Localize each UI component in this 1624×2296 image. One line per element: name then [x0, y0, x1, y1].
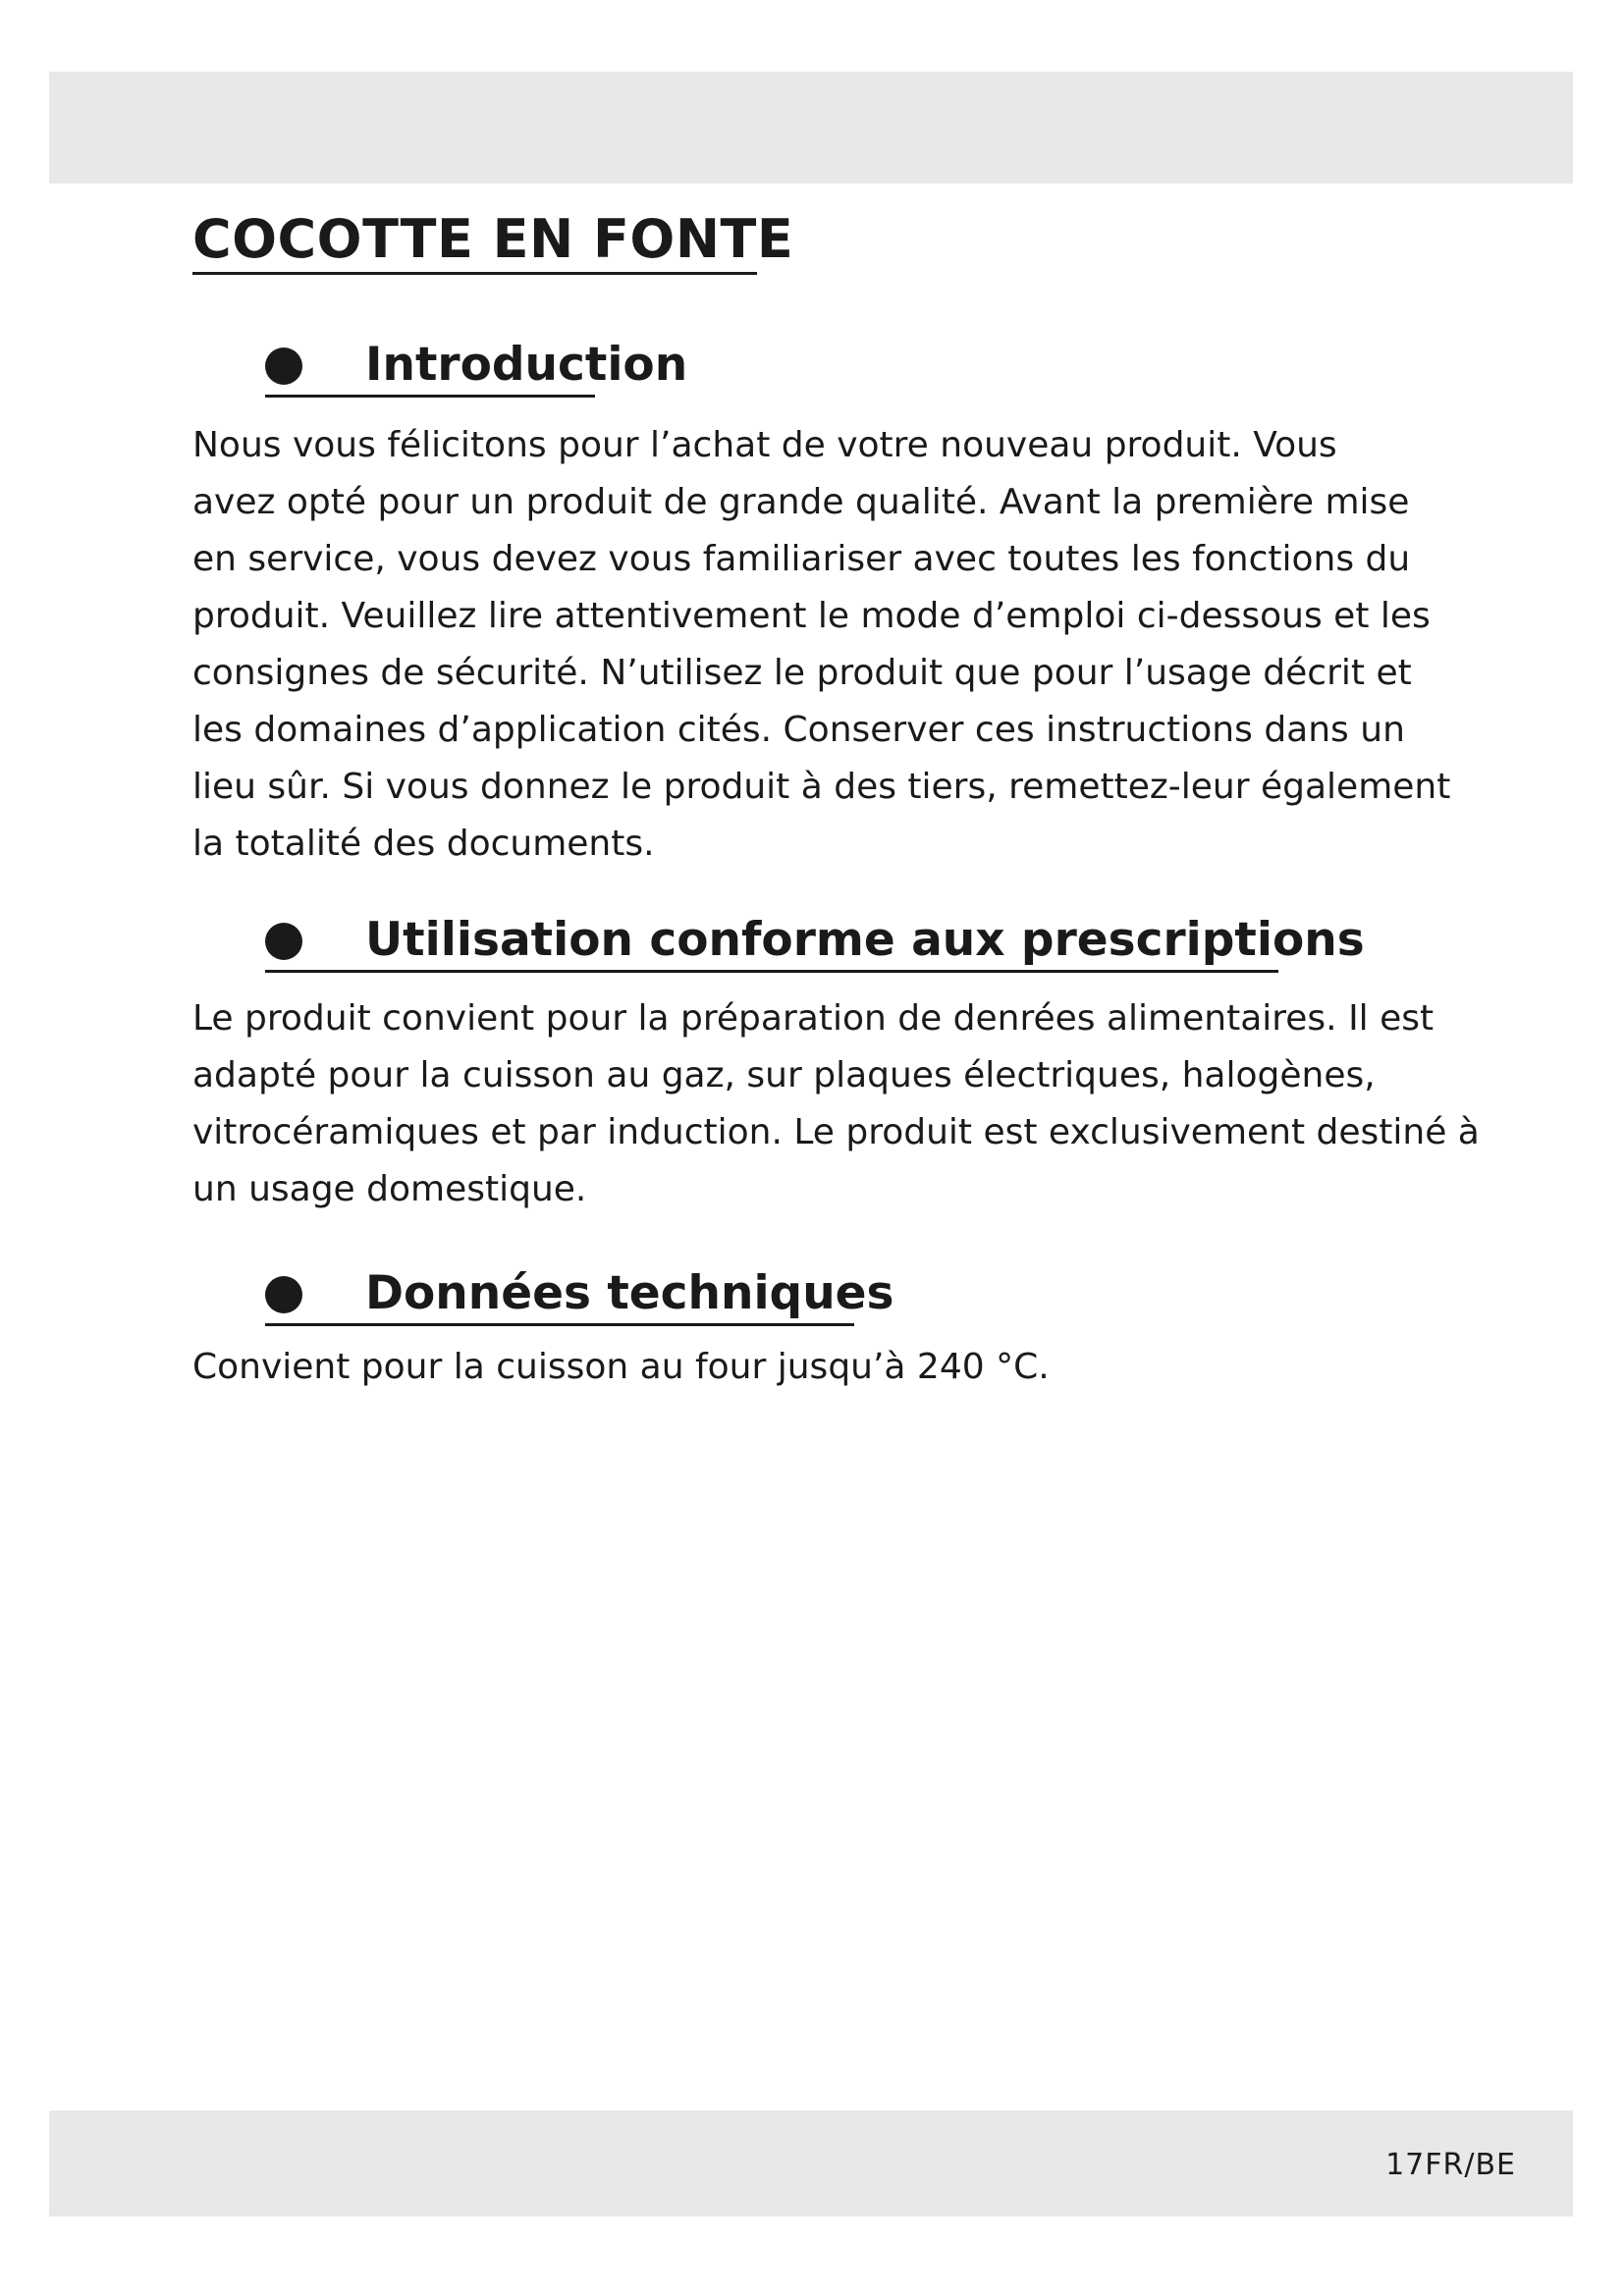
page-number: 17FR/BE	[1385, 2148, 1516, 2182]
page-title: COCOTTE EN FONTE	[192, 208, 794, 270]
body-line: Nous vous félicitons pour l’achat de votre nouveau produit. Vous	[192, 425, 1337, 465]
body-line: vitrocéramiques et par induction. Le produit est exclusivement destiné à	[192, 1112, 1480, 1152]
section-body-donnees	[192, 1339, 1449, 1396]
body-line: Le produit convient pour la préparation de denrées alimentaires. Il est	[192, 998, 1435, 1039]
header-bar	[49, 72, 1573, 184]
body-line: produit. Veuillez lire attentivement le mode d’emploi ci-dessous et les	[192, 596, 1431, 636]
section-heading-utilisation: Utilisation conforme aux prescriptions	[365, 913, 1365, 967]
section-body-introduction	[192, 417, 1449, 873]
section-bullet	[265, 1276, 302, 1313]
title-underline	[192, 272, 757, 275]
body-line: les domaines d’application cités. Conserver ces instructions dans un	[192, 710, 1405, 750]
section-body-utilisation	[192, 990, 1480, 1218]
body-line: consignes de sécurité. N’utilisez le produit que pour l’usage décrit et	[192, 653, 1412, 693]
section-heading-donnees: Données techniques	[365, 1266, 894, 1320]
section-bullet	[265, 923, 302, 960]
body-line: en service, vous devez vous familiariser avec toutes les fonctions du	[192, 539, 1411, 579]
heading-underline	[265, 395, 595, 398]
footer-bar	[49, 2110, 1573, 2216]
body-line: lieu sûr. Si vous donnez le produit à des tiers, remettez-leur également	[192, 767, 1451, 807]
body-line: un usage domestique.	[192, 1169, 587, 1209]
body-line: avez opté pour un produit de grande qualité. Avant la première mise	[192, 482, 1410, 522]
section-bullet	[265, 347, 302, 385]
body-line: Convient pour la cuisson au four jusqu’à 240 °C.	[192, 1347, 1050, 1387]
heading-underline	[265, 970, 1278, 973]
body-line: la totalité des documents.	[192, 824, 655, 864]
heading-underline	[265, 1323, 854, 1326]
section-heading-introduction: Introduction	[365, 338, 688, 392]
body-line: adapté pour la cuisson au gaz, sur plaques électriques, halogènes,	[192, 1055, 1376, 1095]
